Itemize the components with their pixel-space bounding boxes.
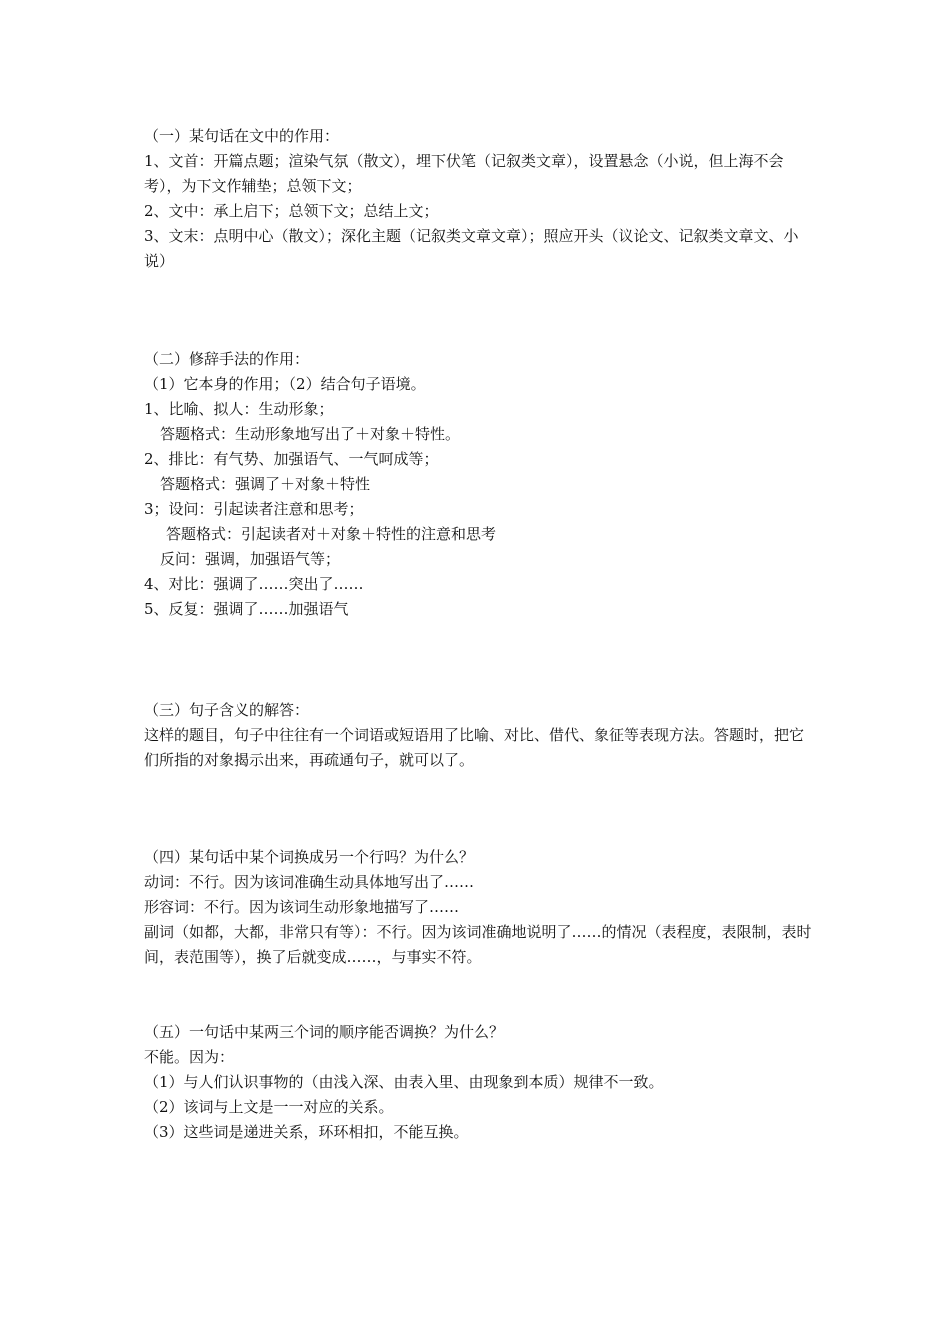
section-sentence-function: [144, 124, 812, 274]
text-line: 5、反复：强调了……加强语气: [144, 600, 349, 618]
section-word-order: [144, 1020, 812, 1145]
text-line: 3；设问：引起读者注意和思考；: [144, 500, 364, 518]
text-line: 不能。因为：: [144, 1048, 235, 1066]
section-rhetoric-function: [144, 347, 812, 622]
text-line: 2、文中：承上启下；总领下文；总结上文；: [144, 202, 439, 220]
text-line: 1、比喻、拟人：生动形象；: [144, 400, 334, 418]
answer-format-line: 答题格式：强调了＋对象＋特性: [160, 475, 371, 493]
text-line: （2）该词与上文是一一对应的关系。: [144, 1098, 394, 1116]
text-line: 形容词：不行。因为该词生动形象地描写了……: [144, 898, 460, 916]
text-line: （1）它本身的作用；（2）结合句子语境。: [144, 375, 426, 393]
answer-format-line: 答题格式：引起读者对＋对象＋特性的注意和思考: [166, 525, 497, 543]
text-line: （1）与人们认识事物的（由浅入深、由表入里、由现象到本质）规律不一致。: [144, 1073, 664, 1091]
section-heading: （五）一句话中某两三个词的顺序能否调换？为什么？: [144, 1023, 505, 1041]
text-line: 这样的题目，句子中往往有一个词语或短语用了比喻、对比、借代、象征等表现方法。答题时，把它们所指的对象揭示出来，再疏通句子，就可以了。: [144, 726, 805, 769]
text-line: 1、文首：开篇点题；渲染气氛（散文），埋下伏笔（记叙类文章），设置悬念（小说，但上海不会考），为下文作辅垫；总领下文；: [144, 152, 784, 195]
text-line: 反问：强调，加强语气等；: [160, 550, 341, 568]
text-line: 副词（如都，大都，非常只有等）：不行。因为该词准确地说明了……的情况（表程度，表限制，表时间，表范围等），换了后就变成……，与事实不符。: [144, 923, 812, 966]
section-heading: （二）修辞手法的作用：: [144, 350, 310, 368]
section-heading: （一）某句话在文中的作用：: [144, 127, 340, 145]
text-line: （3）这些词是递进关系，环环相扣，不能互换。: [144, 1123, 469, 1141]
section-heading: （三）句子含义的解答：: [144, 701, 310, 719]
text-line: 3、文末：点明中心（散文）；深化主题（记叙类文章文章）；照应开头（议论文、记叙类文章文、小说）: [144, 227, 799, 270]
text-line: 动词：不行。因为该词准确生动具体地写出了……: [144, 873, 475, 891]
section-heading: （四）某句话中某个词换成另一个行吗？为什么？: [144, 848, 475, 866]
text-line: 4、对比：强调了……突出了……: [144, 575, 364, 593]
section-word-replacement: [144, 845, 812, 970]
answer-format-line: 答题格式：生动形象地写出了＋对象＋特性。: [160, 425, 461, 443]
text-line: 2、排比：有气势、加强语气、一气呵成等；: [144, 450, 439, 468]
section-sentence-meaning: [144, 698, 812, 773]
